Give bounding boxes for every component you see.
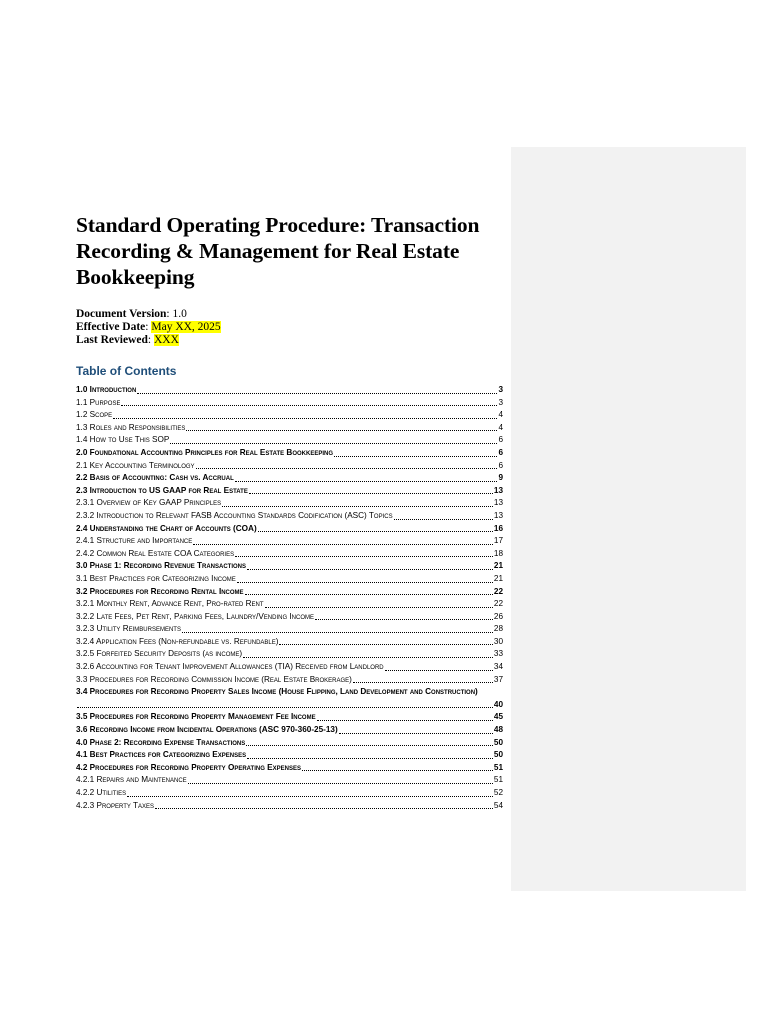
toc-entry-title [76,485,248,498]
toc-entry-number: 1.3 [76,422,88,432]
toc-leader-dots [188,782,493,784]
toc-entry-number: 3.5 [76,712,88,722]
toc-leader-dots [127,795,493,797]
toc-leader-dots [394,518,493,520]
toc-leader-dots [170,442,497,444]
toc-entry[interactable] [76,510,503,523]
toc-entry-title [76,397,120,410]
document-title: Standard Operating Procedure: Transaction Recording & Management for Real Estate Bookkeeping [76,213,480,289]
toc-leader-dots [235,555,493,557]
toc-entry[interactable] [76,535,503,548]
toc-leader-dots [317,719,493,721]
toc-entry-page: 48 [493,725,503,735]
toc-entry-title [76,774,187,787]
toc-entry-number: 4.1 [76,750,88,760]
toc-entry-number: 1.0 [76,385,88,394]
toc-entry-number: 2.2 [76,473,88,483]
toc-entry-page: 51 [493,775,503,785]
toc-entry-title [76,384,136,397]
toc-entry[interactable] [76,724,503,737]
toc-entry-page: 4 [498,410,503,420]
toc-entry-page: 3 [498,397,503,407]
toc-entry[interactable] [76,737,503,750]
toc-entry-page: 9 [498,473,503,483]
toc-entry-continuation [76,699,503,712]
toc-entry[interactable] [76,586,503,599]
toc-entry-number: 1.2 [76,410,88,420]
toc-entry-text: Forfeited Security Deposits (as income) [96,649,243,659]
toc-entry-number: 3.4 [76,687,88,697]
toc-entry-text: Roles and Responsibilities [89,422,186,432]
toc-entry-title [76,661,384,674]
toc-leader-dots [245,593,493,595]
toc-entry-number: 2.0 [76,447,88,457]
toc-entry[interactable] [76,686,503,711]
toc-entry-title [76,611,314,624]
toc-entry-title [76,674,352,687]
toc-entry[interactable] [76,422,503,435]
toc-entry-page: 30 [493,636,503,646]
toc-entry-text: Procedures for Recording Property Operating Expenses [89,762,301,772]
metadata-line [76,321,503,334]
toc-entry-number: 3.2.1 [76,599,95,609]
toc-leader-dots [353,681,493,683]
toc-leader-dots [182,631,493,633]
toc-entry-text: Foundational Accounting Principles for Real Estate Bookkeeping [89,447,334,457]
document-metadata [76,308,503,347]
toc-leader-dots [113,417,497,419]
toc-entry-page: 16 [493,523,503,533]
toc-leader-dots [237,581,493,583]
toc-leader-dots [385,669,493,671]
toc-entry-text: Introduction [89,385,137,394]
toc-entry-text: Utilities [96,788,127,797]
metadata-label: Document Version [76,308,167,320]
toc-entry-title [76,535,192,548]
toc-entry-page: 33 [493,649,503,659]
toc-entry-number: 3.1 [76,573,88,583]
toc-entry-text: Introduction to Relevant FASB Accounting Standards Codification (ASC) Topics [96,510,393,520]
toc-entry-title [76,648,242,661]
metadata-value: May XX, 2025 [151,321,221,333]
toc-entry-title [76,636,278,649]
toc-entry-text: Understanding the Chart of Accounts (COA) [89,523,257,533]
toc-entry-page: 6 [498,435,503,445]
toc-entry[interactable] [76,661,503,674]
toc-entry-page: 6 [498,447,503,457]
toc-entry-text: Scope [89,410,113,420]
toc-entry[interactable] [76,800,503,813]
metadata-separator: : [166,308,170,320]
toc-leader-dots [77,706,493,708]
toc-entry[interactable] [76,636,503,649]
toc-entry[interactable] [76,674,503,687]
toc-entry[interactable] [76,560,503,573]
toc-entry-page: 13 [493,485,503,495]
toc-entry-page: 13 [493,510,503,520]
metadata-separator: : [147,334,154,346]
toc-leader-dots [247,757,493,759]
toc-entry[interactable] [76,497,503,510]
toc-entry-title [76,762,301,775]
metadata-line [76,308,503,321]
toc-entry-number: 2.4.1 [76,536,95,546]
toc-entry-title [76,787,126,800]
toc-entry[interactable] [76,472,503,485]
toc-entry-text: Accounting for Tenant Improvement Allowances (TIA) Received from Landlord [96,662,384,672]
toc-entry-page: 37 [493,674,503,684]
toc-entry-text: Utility Reimbursements [96,624,181,634]
toc-entry-title [76,434,169,447]
metadata-value: 1.0 [169,308,187,320]
toc-leader-dots [315,618,493,620]
toc-entry[interactable] [76,598,503,611]
toc-entry[interactable] [76,523,503,536]
toc-entry-text: Best Practices for Categorizing Expenses [89,750,247,760]
toc-entry-page: 6 [498,460,503,470]
toc-entry-number: 2.3.2 [76,510,95,520]
toc-entry[interactable] [76,460,503,473]
toc-entry-text: Monthly Rent, Advance Rent, Pro-rated Rent [96,599,264,609]
toc-entry-page: 26 [493,611,503,621]
toc-entry-text: Application Fees (Non-refundable vs. Refundable) [96,636,279,646]
toc-entry-number: 3.6 [76,725,88,735]
toc-entry-title [76,560,246,573]
toc-entry-number: 3.2.6 [76,662,95,672]
toc-leader-dots [137,392,497,394]
toc-leader-dots [302,769,493,771]
toc-entry-page: 22 [493,586,503,596]
toc-entry-text: Structure and Importance [96,536,193,546]
toc-entry-number: 4.2.1 [76,775,95,785]
toc-entry-title [76,800,154,813]
toc-entry-number: 2.4.2 [76,548,95,558]
toc-entry[interactable] [76,648,503,661]
toc-entry-title [76,409,112,422]
toc-entry-text: Phase 2: Recording Expense Transactions [89,737,246,747]
toc-entry-page: 4 [498,422,503,432]
toc-leader-dots [243,656,493,658]
toc-entry-title [76,711,316,724]
toc-entry[interactable] [76,711,503,724]
toc-entry-title [76,523,257,536]
toc-entry-text: Common Real Estate COA Categories [96,548,235,558]
toc-entry-title [76,510,393,523]
toc-entry[interactable] [76,623,503,636]
metadata-line [76,334,503,347]
toc-entry-page: 50 [493,737,503,747]
toc-entry-text: Best Practices for Categorizing Income [89,573,236,583]
document-body [76,212,503,812]
toc-leader-dots [339,732,493,734]
toc-entry-title [76,548,234,561]
toc-entry-number: 3.2.4 [76,636,95,646]
toc-entry-text: Key Accounting Terminology [89,460,195,470]
toc-entry-page: 34 [493,662,503,672]
toc-leader-dots [249,492,493,494]
toc-leader-dots [247,568,493,570]
table-of-contents [76,384,503,812]
toc-entry-text: How to Use This SOP [89,435,170,445]
toc-entry-text: Phase 1: Recording Revenue Transactions [89,561,247,571]
toc-leader-dots [265,606,493,608]
toc-entry-text: Procedures for Recording Property Management Fee Income [89,712,316,722]
toc-entry[interactable] [76,397,503,410]
toc-entry-number: 3.2.5 [76,649,95,659]
toc-entry-title [76,460,195,473]
toc-leader-dots [222,505,493,507]
toc-entry-number: 3.2.3 [76,624,95,634]
toc-entry[interactable] [76,611,503,624]
toc-entry-number: 3.2.2 [76,611,95,621]
toc-entry-title [76,447,333,460]
toc-entry[interactable] [76,787,503,800]
metadata-label: Effective Date [76,321,146,333]
toc-leader-dots [334,455,497,457]
toc-entry-page: 17 [493,536,503,546]
metadata-value: XXX [153,334,179,346]
toc-entry-number: 3.3 [76,674,88,684]
toc-entry-text: Recording Income from Incidental Operations (ASC 970-360-25-13) [89,725,338,735]
toc-entry-title [76,598,264,611]
toc-leader-dots [235,480,498,482]
toc-entry-page: 51 [493,762,503,772]
toc-entry-title [76,472,234,485]
toc-entry-title [76,724,338,737]
toc-entry[interactable] [76,774,503,787]
toc-entry-number: 2.1 [76,460,88,470]
toc-entry-page: 54 [493,800,503,810]
toc-entry-number: 4.2.2 [76,788,95,797]
toc-entry-title [76,586,244,599]
toc-entry-text: Procedures for Recording Commission Income (Real Estate Brokerage) [89,674,352,684]
toc-entry-page: 52 [493,788,503,797]
toc-entry-title [76,686,503,699]
toc-entry[interactable] [76,447,503,460]
toc-entry-title [76,623,181,636]
toc-entry-text: Procedures for Recording Property Sales Income (House Flipping, Land Development and Construction) [89,687,478,697]
toc-leader-dots [279,643,492,645]
toc-entry-text: Basis of Accounting: Cash vs. Accrual [89,473,234,483]
toc-entry-text: Introduction to US GAAP for Real Estate [89,485,248,495]
toc-entry[interactable] [76,434,503,447]
toc-entry-number: 3.2 [76,586,88,596]
toc-entry-number: 2.3.1 [76,498,95,508]
toc-entry-page: 45 [493,712,503,722]
toc-entry-number: 1.4 [76,435,88,445]
toc-entry-page: 18 [493,548,503,558]
toc-entry[interactable] [76,548,503,561]
toc-leader-dots [246,744,493,746]
toc-entry-number: 2.4 [76,523,88,533]
toc-entry-title [76,573,236,586]
toc-entry-number: 4.2.3 [76,800,95,810]
toc-entry-title [76,497,221,510]
toc-leader-dots [121,404,497,406]
toc-entry-page: 21 [493,573,503,583]
toc-entry-page: 22 [493,599,503,609]
toc-heading: Table of Contents [76,364,177,378]
toc-entry-text: Purpose [89,397,121,407]
comment-margin-pane [511,147,746,891]
toc-leader-dots [155,807,493,809]
toc-entry[interactable] [76,749,503,762]
toc-entry[interactable] [76,573,503,586]
toc-entry-text: Repairs and Maintenance [96,775,187,785]
toc-leader-dots [196,467,498,469]
toc-entry-page: 3 [498,385,503,394]
toc-entry-title [76,422,185,435]
toc-entry-text: Overview of Key GAAP Principles [96,498,222,508]
toc-entry-text: Late Fees, Pet Rent, Parking Fees, Laundry/Vending Income [96,611,315,621]
toc-entry-number: 4.2 [76,762,88,772]
toc-entry-page: 13 [493,498,503,508]
toc-entry-title [76,737,245,750]
toc-entry-text: Property Taxes [96,800,154,810]
toc-entry-page: 28 [493,624,503,634]
toc-entry[interactable] [76,384,503,397]
toc-entry-text: Procedures for Recording Rental Income [89,586,244,596]
toc-entry-number: 4.0 [76,737,88,747]
toc-leader-dots [258,530,493,532]
toc-entry-page: 40 [493,699,503,709]
toc-entry-title [76,749,246,762]
toc-leader-dots [193,543,493,545]
toc-leader-dots [186,429,497,431]
toc-entry-number: 2.3 [76,485,88,495]
toc-entry[interactable] [76,409,503,422]
toc-entry[interactable] [76,485,503,498]
metadata-separator: : [145,321,152,333]
toc-entry-page: 50 [493,750,503,760]
toc-entry-page: 21 [493,561,503,571]
toc-entry[interactable] [76,762,503,775]
metadata-label: Last Reviewed [76,334,148,346]
toc-entry-number: 1.1 [76,397,88,407]
toc-entry-number: 3.0 [76,561,88,571]
